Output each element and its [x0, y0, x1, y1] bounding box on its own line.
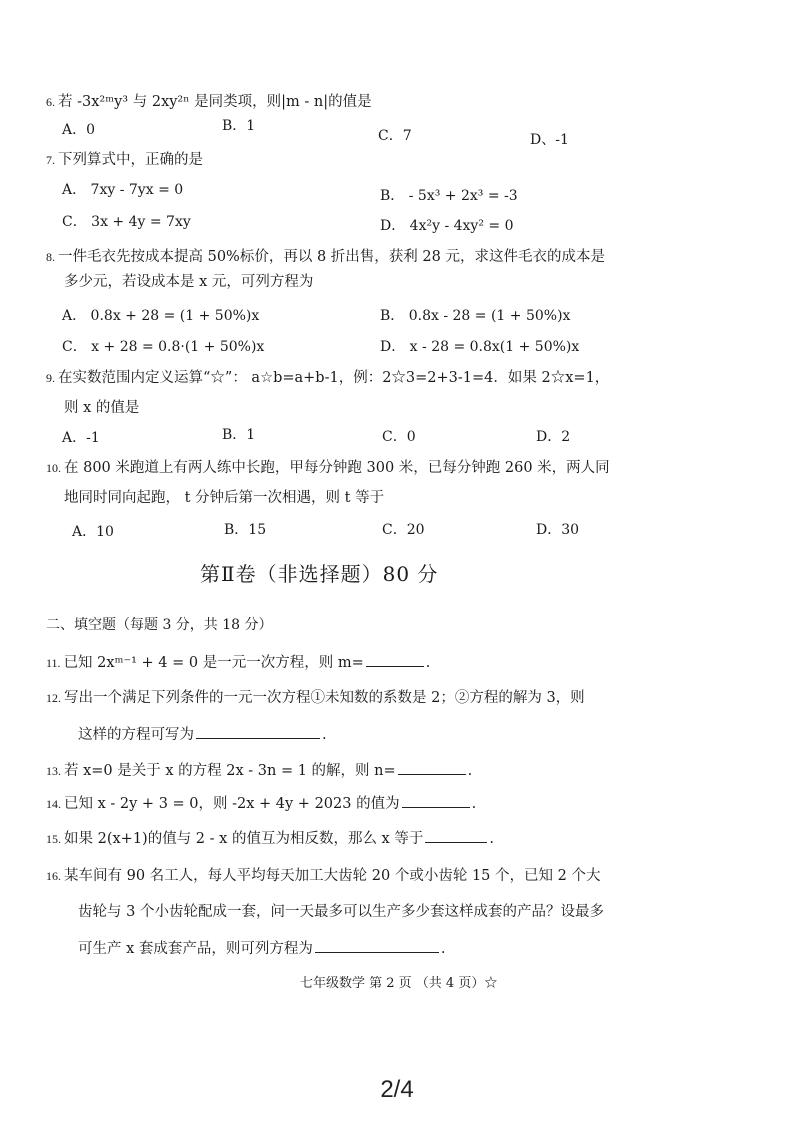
option-b: B． - 5x³ + 2x³ = -3 [380, 188, 518, 204]
question-stem: 若 -3x²ᵐy³ 与 2xy²ⁿ 是同类项，则|m - n|的值是 [58, 94, 372, 110]
period: . [489, 831, 494, 847]
option-a: A．10 [72, 524, 114, 540]
option-b: B．15 [224, 522, 267, 538]
option-b: B．1 [222, 118, 256, 134]
question-number: 11. [46, 656, 61, 670]
question-stem: 写出一个满足下列条件的一元一次方程①未知数的系数是 2；②方程的解为 3，则 [64, 690, 585, 706]
option-b: B．1 [222, 427, 256, 443]
option-d: D、-1 [530, 132, 569, 148]
question-number: 10. [46, 461, 61, 475]
question-9-stem-cont: 则 x 的值是 [64, 400, 140, 416]
fill-question-16-cont: 齿轮与 3 个小齿轮配成一套，问一天最多可以生产多少套这样成套的产品？设最多 [78, 904, 604, 920]
page-footer: 七年级数学 第 2 页 （共 4 页）☆ [300, 976, 498, 991]
question-number: 13. [46, 764, 61, 778]
question-number: 9. [46, 371, 55, 385]
period: . [425, 655, 431, 671]
fill-question-14 [46, 793, 476, 814]
question-8-stem-cont: 多少元，若设成本是 x 元，可列方程为 [64, 274, 314, 290]
question-stem-cont: 可生产 x 套成套产品，则可列方程为 [78, 941, 313, 957]
option-a: A．0 [62, 122, 96, 138]
fill-question-13 [46, 760, 472, 781]
option-d: D．2 [536, 429, 571, 445]
question-number: 6. [46, 95, 55, 109]
question-9 [46, 368, 609, 388]
question-stem: 在实数范围内定义运算“☆”： a☆b=a+b-1，例：2☆3=2+3-1=4．如果 2☆x=1， [58, 370, 610, 386]
fill-question-12-cont [78, 724, 327, 745]
question-stem: 一件毛衣先按成本提高 50%标价，再以 8 折出售，获利 28 元，求这件毛衣的成本是 [58, 249, 605, 265]
option-a: A．-1 [62, 430, 100, 446]
question-number: 12. [46, 691, 61, 705]
option-c: C．7 [378, 128, 412, 144]
question-number: 7. [46, 153, 55, 167]
period: . [467, 763, 473, 779]
page-indicator: 2/4 [380, 1076, 414, 1103]
option-c: C． x + 28 = 0.8·(1 + 50%)x [62, 339, 265, 355]
period: . [471, 796, 477, 812]
answer-blank[interactable] [366, 652, 424, 667]
answer-blank[interactable] [402, 793, 470, 808]
question-number: 14. [46, 797, 61, 811]
question-stem: 下列算式中，正确的是 [58, 152, 203, 168]
part-heading: 二、填空题（每题 3 分，共 18 分） [46, 617, 273, 633]
question-7 [46, 150, 203, 170]
question-10-stem-cont: 地同时同向起跑， t 分钟后第一次相遇，则 t 等于 [64, 490, 385, 506]
question-stem: 如果 2(x+1)的值与 2 - x 的值互为相反数，那么 x 等于 [64, 831, 424, 847]
fill-question-12 [46, 688, 585, 708]
fill-question-16 [46, 866, 600, 886]
fill-question-16-cont2 [78, 938, 446, 959]
question-stem: 某车间有 90 名工人，每人平均每天加工大齿轮 20 个或小齿轮 15 个，已知 2 个大 [64, 868, 601, 884]
option-a: A． 0.8x + 28 = (1 + 50%)x [62, 308, 260, 324]
answer-blank[interactable] [315, 938, 439, 953]
question-6 [46, 92, 372, 112]
question-stem: 已知 x - 2y + 3 = 0，则 -2x + 4y + 2023 的值为 [64, 796, 400, 812]
option-d: D． 4x²y - 4xy² = 0 [380, 218, 514, 234]
fill-question-15 [46, 828, 494, 849]
fill-question-11 [46, 652, 430, 673]
answer-blank[interactable] [196, 724, 320, 739]
option-b: B． 0.8x - 28 = (1 + 50%)x [380, 308, 571, 324]
answer-blank[interactable] [398, 760, 466, 775]
option-a: A． 7xy - 7yx = 0 [62, 182, 184, 198]
period: . [322, 727, 327, 743]
section-title: 第Ⅱ卷（非选择题）80 分 [200, 562, 439, 586]
period: . [440, 941, 446, 957]
answer-blank[interactable] [425, 828, 487, 843]
question-number: 16. [46, 869, 61, 883]
option-c: C． 3x + 4y = 7xy [62, 214, 191, 230]
question-number: 8. [46, 250, 55, 264]
question-stem: 在 800 米跑道上有两人练中长跑，甲每分钟跑 300 米，已每分钟跑 260 米，两人同 [64, 460, 610, 476]
question-number: 15. [46, 832, 61, 846]
question-stem: 已知 2xᵐ⁻¹ + 4 = 0 是一元一次方程，则 m= [63, 655, 364, 671]
option-c: C．20 [382, 522, 425, 538]
question-10 [46, 458, 610, 478]
option-d: D． x - 28 = 0.8x(1 + 50%)x [380, 339, 580, 355]
question-stem-cont: 这样的方程可写为 [78, 727, 194, 743]
option-d: D．30 [536, 522, 580, 538]
question-stem: 若 x=0 是关于 x 的方程 2x - 3n = 1 的解，则 n= [64, 763, 396, 779]
option-c: C．0 [382, 429, 416, 445]
question-8 [46, 247, 605, 267]
